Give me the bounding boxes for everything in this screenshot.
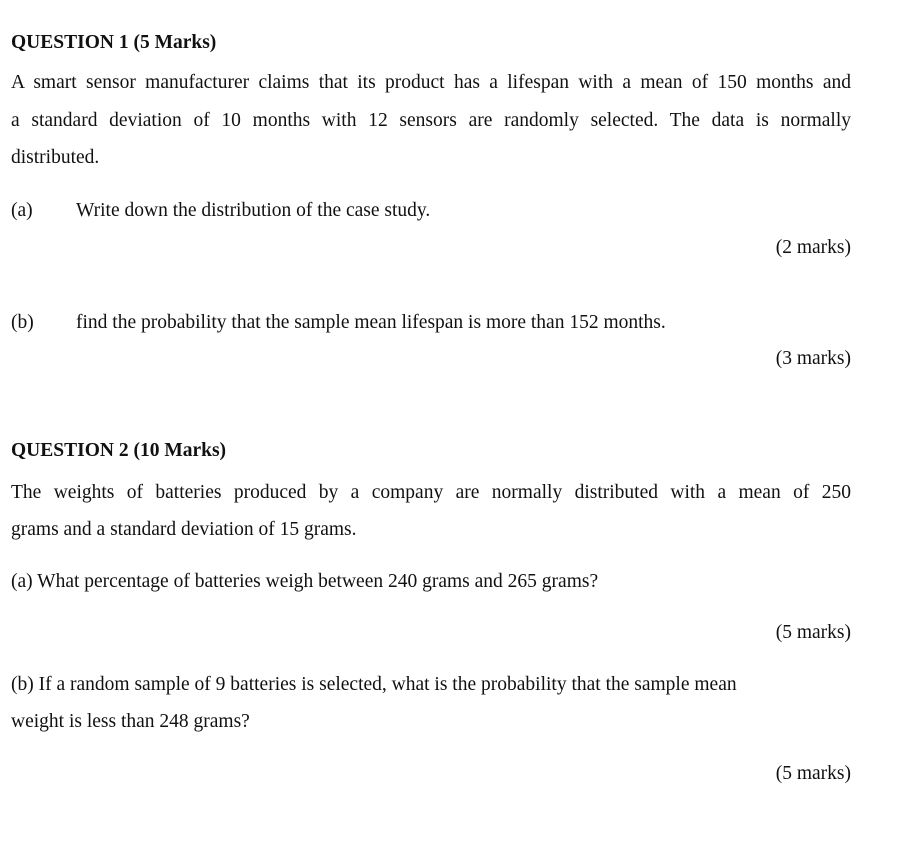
question-2a-text: (a) What percentage of batteries weigh between 240 grams and 265 grams? — [11, 571, 599, 592]
question-1a-label: (a) — [11, 200, 33, 221]
question-1-stem-line-3: distributed. — [11, 147, 100, 168]
question-1-heading: QUESTION 1 (5 Marks) — [11, 32, 217, 53]
question-1-stem-line-1: A smart sensor manufacturer claims that its product has a lifespan with a mean of 150 months and — [11, 72, 851, 93]
question-2-stem-line-2: grams and a standard deviation of 15 grams. — [11, 519, 357, 540]
question-1b-marks: (3 marks) — [775, 348, 851, 369]
question-2b-text-line-2: weight is less than 248 grams? — [11, 711, 250, 732]
question-1b-label: (b) — [11, 312, 34, 333]
question-2-heading: QUESTION 2 (10 Marks) — [11, 440, 227, 461]
question-2b-text-line-1: (b) If a random sample of 9 batteries is selected, what is the probability that the sample mean — [11, 674, 737, 695]
question-2-stem-line-1: The weights of batteries produced by a company are normally distributed with a mean of 250 — [11, 482, 851, 503]
question-1a-marks: (2 marks) — [775, 237, 851, 258]
question-1-stem-line-2: a standard deviation of 10 months with 12 sensors are randomly selected. The data is normally — [11, 110, 851, 131]
question-1a-text: Write down the distribution of the case study. — [76, 200, 431, 221]
question-2a-marks: (5 marks) — [775, 622, 851, 643]
question-1b-text: find the probability that the sample mean lifespan is more than 152 months. — [76, 312, 666, 333]
question-2b-marks: (5 marks) — [775, 763, 851, 784]
